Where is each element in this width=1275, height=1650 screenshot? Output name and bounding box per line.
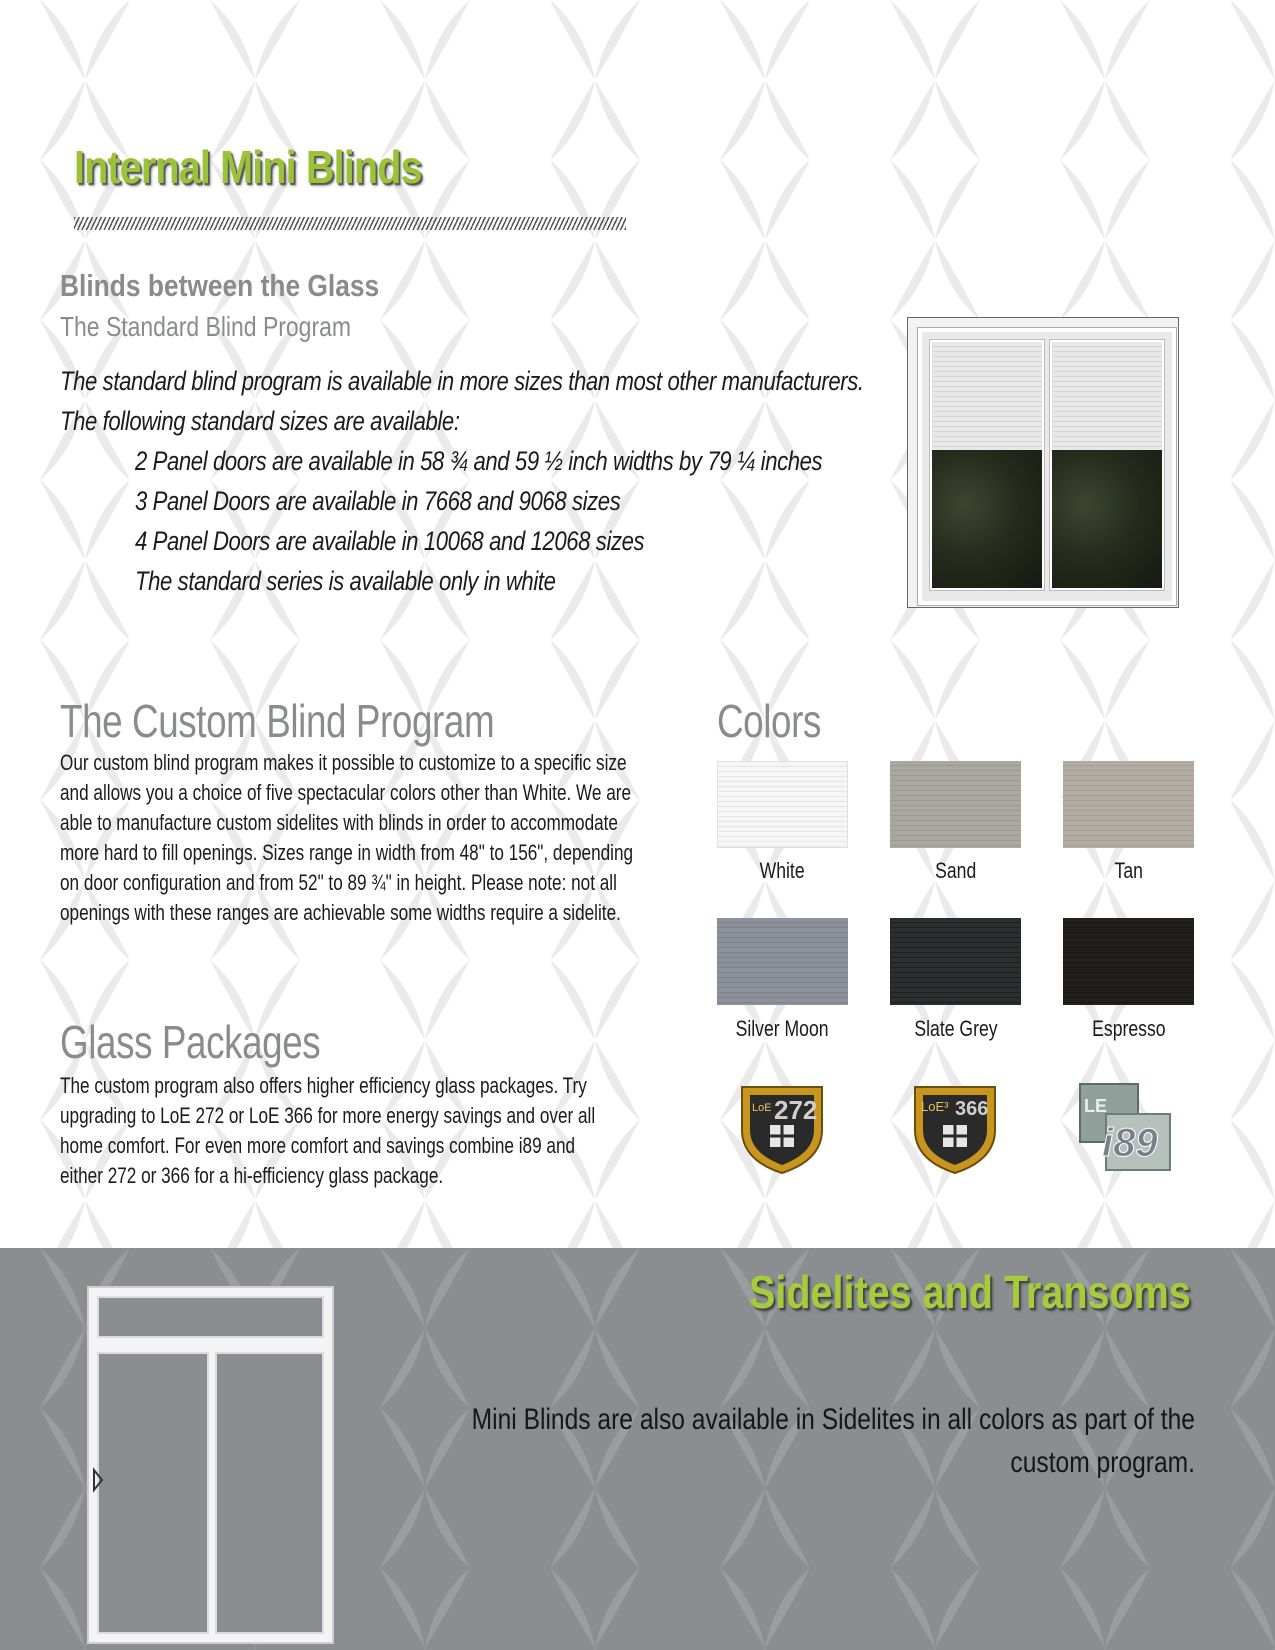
svg-text:LoE³: LoE³ <box>921 1099 949 1114</box>
standard-subheading: The Standard Blind Program <box>60 311 351 342</box>
swatch-label: Espresso <box>1091 1016 1166 1041</box>
sidelites-body: Mini Blinds are also available in Sidelites in all colors as part of the custom program. <box>471 1403 1196 1479</box>
title-underline <box>74 217 626 230</box>
glass-body: The custom program also offers higher efficiency glass packages. Try upgrading to LoE 272 or LoE 366 for more energy savings and over all home comfort. For even more comfort and savings combine i89 and either 272 or 366 for a hi-efficiency glass package. <box>60 1073 596 1188</box>
standard-heading: Blinds between the Glass <box>60 268 380 303</box>
swatch-white <box>717 761 848 848</box>
svg-text:272: 272 <box>774 1095 818 1125</box>
colors-heading: Colors <box>717 695 821 747</box>
swatch-label: Slate Grey <box>913 1016 998 1041</box>
i89-badge-icon <box>1076 1078 1176 1178</box>
size-list-item: 2 Panel doors are available in 58 ¾ and 59 ½ inch widths by 79 ¼ inches <box>135 446 823 476</box>
swatch-label: Tan <box>1114 858 1143 883</box>
svg-text:366: 366 <box>955 1098 989 1120</box>
size-list-item: 3 Panel Doors are available in 7668 and 9068 sizes <box>135 486 621 516</box>
page-title: Internal Mini Blinds <box>74 141 422 193</box>
svg-text:LoE: LoE <box>752 1102 772 1114</box>
swatch-label: White <box>760 858 805 883</box>
swatch-tan <box>1063 761 1194 848</box>
sidelites-title: Sidelites and Transoms <box>749 1266 1191 1318</box>
swatch-slate-grey <box>890 918 1021 1005</box>
svg-text:i89: i89 <box>1102 1121 1158 1165</box>
custom-body: Our custom blind program makes it possible to customize to a specific size and allows you a choice of five spectacular colors other than White. We are able to manufacture custom sidelites with blinds in order to accommodate more hard to fill openings. Sizes range in width from 48" to 156", depending on door configuration and from 52" to 89 ¾" in height. Please note: not all openings with these ranges are achievable some widths require a sidelite. <box>60 750 634 925</box>
door-blinds-image <box>907 317 1179 608</box>
swatch-label: Sand <box>934 858 977 883</box>
glass-heading: Glass Packages <box>60 1016 321 1068</box>
custom-heading: The Custom Blind Program <box>60 695 495 747</box>
swatch-espresso <box>1063 918 1194 1005</box>
loe-272-badge-icon <box>732 1075 832 1175</box>
intro-line: The standard blind program is available in more sizes than most other manufacturers. <box>60 366 864 396</box>
size-list-item: The standard series is available only in white <box>135 566 556 596</box>
loe-366-badge-icon <box>905 1075 1005 1175</box>
svg-text:LE: LE <box>1084 1096 1108 1116</box>
swatch-label: Silver Moon <box>736 1016 829 1041</box>
size-list-item: 4 Panel Doors are available in 10068 and 12068 sizes <box>135 526 645 556</box>
swatch-silver-moon <box>717 918 848 1005</box>
intro-line: The following standard sizes are available: <box>60 406 460 436</box>
sliding-door-transom-image <box>86 1285 335 1645</box>
swatch-sand <box>890 761 1021 848</box>
